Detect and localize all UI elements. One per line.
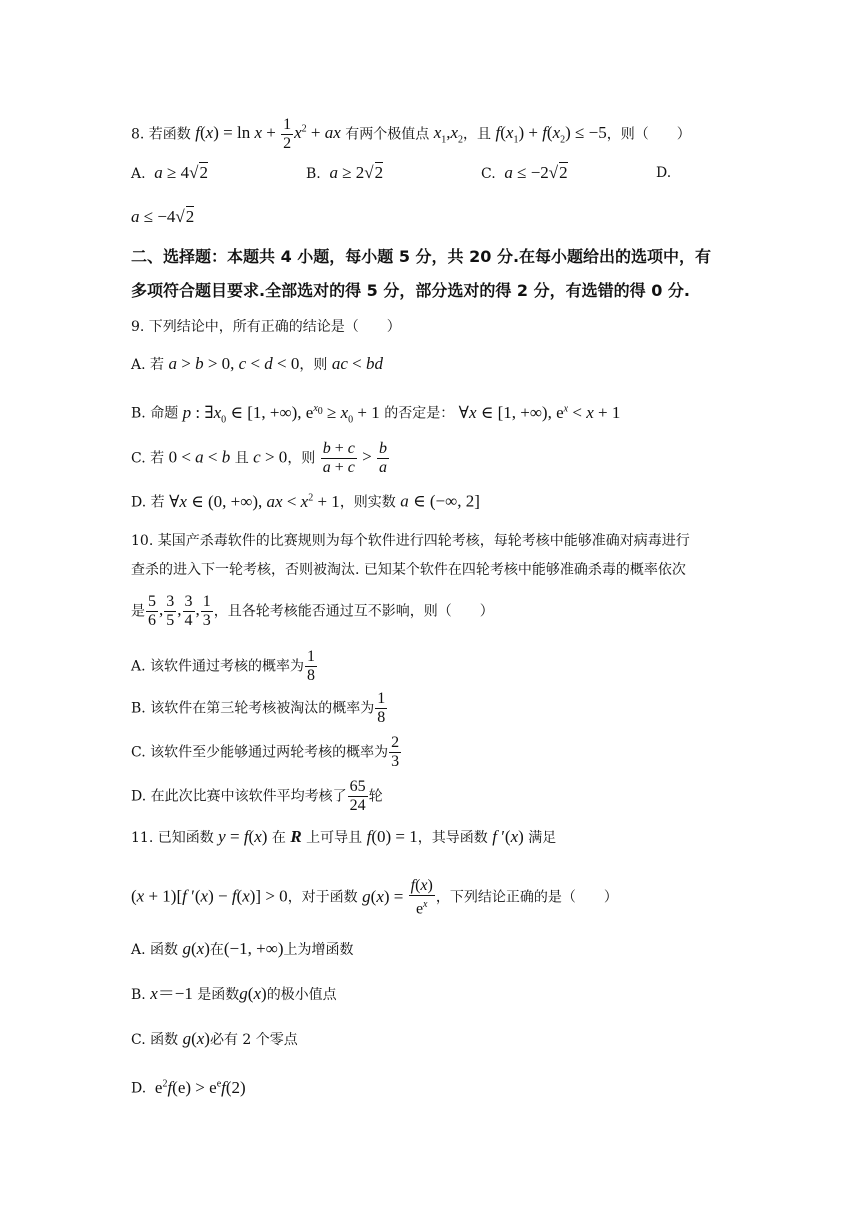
q8-stem-cond: ，且 (463, 126, 492, 143)
q11-line2 (131, 877, 618, 918)
q11-suffix: 满足 (528, 830, 557, 846)
q11-option-a-suffix: 上为增函数 (283, 942, 354, 958)
q11-option-a-mid: 在 (209, 942, 224, 958)
q11-option-c-suffix: 必有 2 个零点 (209, 1032, 298, 1048)
q11-option-b-func: g(x) (239, 984, 267, 1003)
q8-option-c-expr: a ≤ −2√2 (504, 163, 568, 182)
q8-option-d-expr: a ≤ −4√2 (131, 207, 195, 226)
q9-option-a-concl: ac < bd (331, 354, 383, 373)
q8-option-d-expr-line (131, 208, 194, 227)
q9-option-d-mid: ，则实数 (339, 494, 396, 511)
q8-stem-suffix: ，则（ ） (606, 126, 691, 143)
q9-option-c-concl: $\frac{b + c}{a + c}$ > $\frac{b}{a}$ (322, 440, 387, 476)
q10-option-a-text: A. 该软件通过考核的概率为 (131, 658, 305, 675)
q11-option-b-value: x＝−1 (150, 984, 193, 1003)
q9-option-b-neg: ∀x ∈ [1, +∞), $e^x < x + 1$ (458, 402, 621, 422)
q8-stem (131, 116, 691, 153)
q8-option-b-expr: a ≥ 2√2 (329, 163, 384, 182)
q8-function: f(x) = ln x + $\frac{1}{2}$ $x^2$ + ax (195, 116, 341, 152)
q8-option-a (131, 164, 208, 183)
q9-option-b-prop: p : $\exists x_0$ ∈ [1, +∞), $e^{x_0} \ge x_0 + 1$ (182, 402, 380, 426)
q9-option-a-mid: ，则 (299, 357, 328, 373)
q11-initial: f(0) = 1 (366, 827, 418, 846)
q9-stem: 9. 下列结论中，所有正确的结论是（ ） (131, 319, 401, 335)
q11-option-d-expr: $e^2f(e) > e^ef(2)$ (150, 1077, 246, 1097)
q10-line1: 10. 某国产杀毒软件的比赛规则为每个软件进行四轮考核，每轮考核中能够准确对病毒进行 (131, 533, 690, 549)
q8-option-c-label: C. (481, 166, 496, 182)
q8-option-b (306, 164, 383, 183)
q9-option-c-and: 且 (234, 450, 249, 467)
q8-option-d-label: D. (656, 165, 672, 181)
q11-option-b (131, 985, 337, 1004)
q11-option-d-prefix: D. (131, 1080, 147, 1097)
q11-option-a-func: g(x) (182, 939, 210, 958)
q11-option-d (131, 1075, 246, 1098)
q9-option-d-prefix: D. 若 (131, 494, 165, 511)
q10-option-d-value: $\frac{65}{24}$ (349, 778, 366, 814)
q10-line3-prefix: 是 (131, 603, 145, 620)
q11-option-b-prefix: B. (131, 987, 146, 1003)
q10-option-a (131, 648, 318, 685)
q9-option-b (131, 400, 620, 429)
q11-option-c-func: g(x) (182, 1029, 210, 1048)
q11-domain: R (290, 827, 302, 846)
q9-option-c-prefix: C. 若 (131, 450, 165, 467)
q8-points: $x_1,x_2$ (433, 123, 464, 146)
q9-option-a-prefix: A. 若 (131, 357, 165, 373)
q11-line2-suffix: ，下列结论正确的是（ ） (435, 889, 618, 906)
section2-line2: 多项符合题目要求.全部选对的得 5 分，部分选对的得 2 分，有选错的得 0 分. (131, 281, 690, 300)
q11-mid1: 在 (271, 830, 286, 846)
q8-option-b-label: B. (306, 166, 321, 182)
q11-option-a-interval: (−1, +∞) (223, 939, 284, 958)
q9-option-d (131, 489, 480, 512)
q8-option-d (656, 164, 671, 182)
q10-probabilities: $\frac{5}{6}$ , $\frac{3}{5}$ , $\frac{3}{4}$ , $\frac{1}{3}$ (148, 593, 211, 629)
q9-option-c-then: ，则 (287, 450, 316, 467)
q10-line3 (131, 593, 494, 630)
q11-function: y = f(x) (218, 827, 268, 846)
q11-mid3: ，其导函数 (417, 830, 488, 846)
q11-mid2: 上可导且 (306, 830, 363, 846)
q9-option-d-cond: ∀x ∈ (0, +∞), ax < $x^2 + 1$ (169, 491, 340, 511)
q11-option-c-prefix: C. 函数 (131, 1032, 179, 1048)
q9-option-b-prefix: B. 命题 (131, 405, 179, 422)
q8-stem-mid: 有两个极值点 (345, 126, 430, 143)
q10-option-d-suffix: 轮 (368, 788, 383, 805)
q10-line3-suffix: ，且各轮考核能否通过互不影响，则（ ） (213, 603, 494, 620)
q11-line2-mid: ，对于函数 (287, 889, 358, 906)
q11-inequality: (x + 1)[f ′(x) − f(x)] > 0 (131, 886, 288, 906)
q11-option-b-mid: 是函数 (197, 987, 240, 1003)
q11-option-c (131, 1030, 298, 1049)
q10-option-b-text: B. 该软件在第三轮考核被淘汰的概率为 (131, 700, 375, 717)
q11-derivative: f ′(x) (492, 827, 524, 846)
q11-prefix: 11. 已知函数 (131, 830, 214, 846)
q8-option-a-expr: a ≥ 4√2 (154, 163, 208, 182)
q9-option-c-cond1: 0 < a < b (168, 447, 231, 467)
q10-option-d-prefix: D. 在此次比赛中该软件平均考核了 (131, 788, 347, 805)
q10-option-c (131, 734, 402, 771)
q10-option-c-text: C. 该软件至少能够通过两轮考核的概率为 (131, 744, 389, 761)
q9-option-b-mid: 的否定是： (384, 405, 455, 422)
q9-option-c-cond2: c > 0 (253, 447, 288, 467)
q11-option-b-suffix: 的极小值点 (266, 987, 337, 1003)
section2-line1: 二、选择题：本题共 4 小题，每小题 5 分，共 20 分.在每小题给出的选项中，有 (131, 247, 712, 266)
q11-option-a (131, 940, 353, 959)
q9-option-d-concl: a ∈ (−∞, 2] (400, 491, 480, 511)
q10-option-a-value: $\frac{1}{8}$ (307, 648, 316, 684)
q8-option-c (481, 164, 568, 183)
q10-option-d (131, 778, 383, 815)
q8-condition: $f(x_1) + f(x_2) \le -5$ (495, 123, 607, 146)
q10-option-c-value: $\frac{2}{3}$ (391, 734, 400, 770)
q10-option-b-value: $\frac{1}{8}$ (377, 690, 386, 726)
q11-option-a-prefix: A. 函数 (131, 942, 179, 958)
q9-option-a (131, 355, 383, 374)
q11-line1 (131, 828, 556, 847)
q10-line2: 查杀的进入下一轮考核，否则被淘汰. 已知某个软件在四轮考核中能够准确杀毒的概率依次 (131, 562, 686, 578)
q8-option-a-label: A. (131, 166, 146, 182)
q11-g-def: g(x) = $\frac{f(x)}{e^x}$ (362, 877, 433, 918)
q10-option-b (131, 690, 388, 727)
q8-stem-prefix: 8. 若函数 (131, 126, 191, 143)
q9-option-c (131, 440, 390, 477)
q9-option-a-cond: a > b > 0, c < d < 0 (168, 354, 300, 373)
